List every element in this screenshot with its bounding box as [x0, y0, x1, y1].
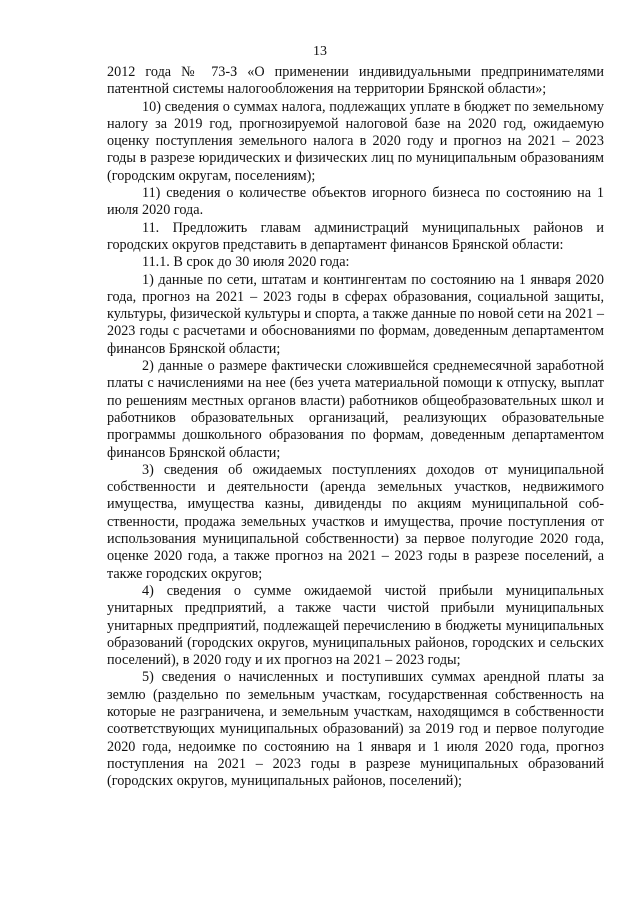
paragraph-subitem-2: 2) данные о размере фактически сложившейся среднемесячной заработной платы с начислениями на нее (без учета материальной помощи к отпуску, выплат по решениям местных органов власти) работников общеобразовательных школ и работников образовательных организаций, реализующих образовательные программы дошкольного образования по формам, доведенным департаментом финансов Брянской области; — [107, 358, 604, 461]
paragraph-subitem-4: 4) сведения о сумме ожидаемой чистой прибыли муниципальных унитарных предприятий, а также части чистой прибыли муниципальных унитарных предприятий, подлежащей перечислению в бюджеты муниципальных образований (городских округов, муниципальных районов, городских и сельских поселений), в 2020 году и их прогноз на 2021 – 2023 годы; — [107, 582, 604, 669]
paragraph-clause-11-1: 11.1. В срок до 30 июля 2020 года: — [142, 254, 350, 271]
paragraph-subitem-3: 3) сведения об ожидаемых поступлениях доходов от муниципальной собственности и деятельности (аренда земельных участков, недвижимого имущества, имущества казны, дивиденды по акциям муниципальной собственности, продажа земельных участков и имущества, прочие поступления от использования муниципальной собственности) за первое полугодие 2020 года, оценке 2020 года, а также прогноз на 2021 – 2023 годы в разрезе поселений, а также городских округов; — [107, 461, 604, 582]
document-body — [107, 64, 604, 790]
paragraph-subitem-1: 1) данные по сети, штатам и контингентам по состоянию на 1 января 2020 года, прогноз на 2021 – 2023 годы в сферах образования, социальной защиты, культуры, физической культуры и спорта, а также данные по новой сети на 2021 – 2023 годы с расчетами и обоснованиями по формам, доведенным департаментом финансов Брянской области; — [107, 271, 604, 357]
paragraph-1: 2012 года № 73-З «О применении индивидуальными предпринимателями патентной системы налогообложения на территории Брянской области»; — [107, 64, 604, 98]
paragraph-item-11: 11) сведения о количестве объектов игорного бизнеса по состоянию на 1 июля 2020 года. — [107, 185, 604, 219]
paragraph-subitem-5: 5) сведения о начисленных и поступивших суммах арендной платы за землю (раздельно по земельным участкам, государственная собственность на которые не разграничена, и земельным участкам, находящимся в собственности соответствующих муниципальных образований) за 2019 год и первое полугодие 2020 года, недоимке по состоянию на 1 января и 1 июля 2020 года, прогноз поступления на 2021 – 2023 годы в разрезе муниципальных образований (городских округов, муниципальных районов, поселений); — [107, 669, 604, 790]
paragraph-clause-11: 11. Предложить главам администраций муниципальных районов и городских округов представить в департамент финансов Брянской области: — [107, 219, 604, 253]
paragraph-item-10: 10) сведения о суммах налога, подлежащих уплате в бюджет по земельному налогу за 2019 год, прогнозируемой налоговой базе на 2020 год, ожидаемую оценку поступления земельного налога в 2020 году и прогноз на 2021 – 2023 годы в разрезе юридических и физических лиц по муниципальным образованиям (городским округам, поселениям); — [107, 98, 604, 184]
page-number: 13 — [313, 44, 327, 59]
